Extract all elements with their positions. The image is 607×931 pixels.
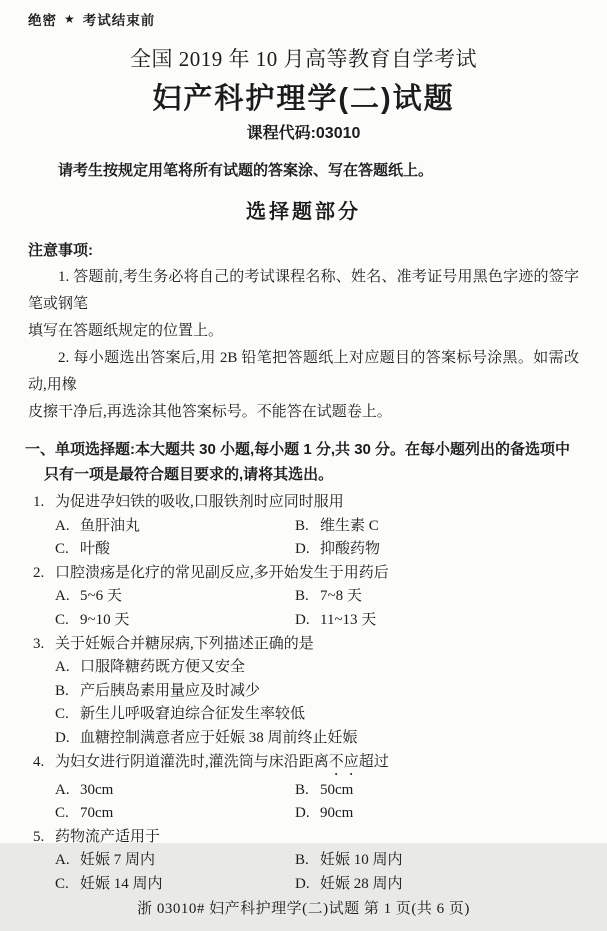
option-label: A. — [55, 517, 70, 534]
option-c — [55, 609, 295, 633]
option-row — [55, 873, 607, 897]
option-row — [55, 656, 607, 680]
question-stem — [33, 633, 607, 657]
option-text: 5~6 天 — [80, 588, 122, 605]
section-heading-line-1: 一、单项选择题:本大题共 30 小题,每小题 1 分,共 30 分。在每小题列出的备选项中 — [25, 441, 571, 458]
option-row — [55, 585, 607, 609]
option-label: A. — [55, 588, 70, 605]
option-text: 11~13 天 — [320, 611, 377, 628]
question-text: 药物流产适用于 — [55, 828, 161, 845]
question-list — [0, 491, 607, 897]
classification-banner — [28, 9, 607, 29]
option-text: 维生素 C — [320, 517, 379, 534]
option-label: D. — [295, 611, 310, 628]
option-d — [295, 873, 403, 897]
notice-item-1-line-1: 1. 答题前,考生务必将自己的考试课程名称、姓名、准考证号用黑色字迹的签字笔或钢笔 — [28, 269, 579, 312]
option-b — [55, 680, 260, 704]
notice-item-2-line-2: 皮擦干净后,再选涂其他答案标号。不能答在试题卷上。 — [28, 404, 392, 420]
question-text-pre: 为妇女进行阴道灌洗时,灌洗筒与床沿距离 — [55, 753, 329, 770]
exam-paper-title: 妇产科护理学(二)试题 — [152, 83, 455, 115]
option-b — [295, 849, 403, 873]
option-text: 口服降糖药既方便又安全 — [80, 659, 246, 676]
option-label: C. — [55, 805, 69, 822]
option-text: 抑酸药物 — [320, 541, 381, 558]
option-label: B. — [55, 682, 69, 699]
question-1 — [0, 491, 607, 562]
option-label: B. — [295, 781, 309, 798]
option-text: 50cm — [320, 781, 354, 798]
option-label: C. — [55, 541, 69, 558]
option-label: C. — [55, 611, 69, 628]
question-3 — [0, 633, 607, 751]
question-number: 4. — [33, 753, 45, 770]
option-row — [55, 849, 607, 873]
option-d — [55, 727, 358, 751]
question-text: 关于妊娠合并糖尿病,下列描述正确的是 — [55, 635, 314, 652]
question-number: 2. — [33, 564, 45, 581]
option-label: D. — [295, 541, 310, 558]
question-stem — [33, 751, 607, 779]
question-number: 5. — [33, 828, 45, 845]
option-a — [55, 585, 295, 609]
page-footer: 浙 03010# 妇产科护理学(二)试题 第 1 页(共 6 页) — [137, 900, 470, 917]
option-c — [55, 873, 295, 897]
question-text: 口腔溃疡是化疗的常见副反应,多开始发生于用药后 — [55, 564, 389, 581]
option-row — [55, 515, 607, 539]
option-b — [295, 515, 379, 539]
option-a — [55, 515, 295, 539]
question-number: 3. — [33, 635, 45, 652]
notice-item-1-line-2: 填写在答题纸规定的位置上。 — [28, 323, 224, 339]
question-text-post: 超过 — [358, 753, 389, 770]
option-text: 鱼肝油丸 — [80, 517, 141, 534]
section-heading — [0, 437, 607, 487]
option-d — [295, 802, 353, 826]
option-a — [55, 779, 295, 803]
question-4 — [0, 751, 607, 826]
option-text: 产后胰岛素用量应及时减少 — [80, 682, 261, 699]
option-text: 新生儿呼吸窘迫综合征发生率较低 — [80, 706, 306, 723]
option-row — [55, 609, 607, 633]
exam-session-title: 全国 2019 年 10 月高等教育自学考试 — [130, 47, 477, 71]
option-a — [55, 849, 295, 873]
question-5 — [0, 826, 607, 897]
option-text: 90cm — [320, 805, 354, 822]
option-label: C. — [55, 875, 69, 892]
option-label: B. — [295, 852, 309, 869]
option-row — [55, 703, 607, 727]
option-label: D. — [55, 729, 70, 746]
option-b — [295, 779, 353, 803]
option-a — [55, 656, 245, 680]
option-c — [55, 703, 305, 727]
question-stem — [33, 491, 607, 515]
option-row — [55, 779, 607, 803]
notice-heading: 注意事项: — [28, 242, 93, 259]
option-c — [55, 802, 295, 826]
option-text: 70cm — [80, 805, 114, 822]
option-text: 妊娠 10 周内 — [320, 852, 403, 869]
option-label: B. — [295, 588, 309, 605]
option-row — [55, 680, 607, 704]
option-row — [55, 802, 607, 826]
option-label: A. — [55, 852, 70, 869]
option-text: 血糖控制满意者应于妊娠 38 周前终止妊娠 — [80, 729, 358, 746]
option-text: 妊娠 14 周内 — [80, 875, 163, 892]
option-row — [55, 538, 607, 562]
classification-note: 考试结束前 — [82, 13, 156, 28]
option-label: D. — [295, 805, 310, 822]
question-2 — [0, 562, 607, 633]
option-label: B. — [295, 517, 309, 534]
option-text: 叶酸 — [80, 541, 111, 558]
option-d — [295, 609, 376, 633]
option-text: 妊娠 7 周内 — [80, 852, 156, 869]
question-stem — [33, 562, 607, 586]
option-label: A. — [55, 659, 70, 676]
option-b — [295, 585, 362, 609]
question-number: 1. — [33, 494, 45, 510]
question-text: 为促进孕妇铁的吸收,口服铁剂时应同时服用 — [55, 494, 344, 510]
option-c — [55, 538, 295, 562]
question-text-emphasis: 不应 — [328, 753, 359, 770]
option-text: 妊娠 28 周内 — [320, 875, 403, 892]
question-stem — [33, 826, 607, 850]
classification-label: 绝密 — [28, 13, 57, 28]
option-label: C. — [55, 706, 69, 723]
notice-item-2-line-1: 2. 每小题选出答案后,用 2B 铅笔把答题纸上对应题目的答案标号涂黑。如需改动,用橡 — [28, 350, 579, 393]
option-text: 30cm — [80, 781, 114, 798]
answer-instruction: 请考生按规定用笔将所有试题的答案涂、写在答题纸上。 — [58, 163, 434, 179]
option-d — [295, 538, 380, 562]
course-code: 课程代码:03010 — [246, 125, 361, 142]
option-text: 9~10 天 — [80, 611, 130, 628]
option-row — [55, 727, 607, 751]
section-heading-line-2: 只有一项是最符合题目要求的,请将其选出。 — [44, 466, 334, 483]
star-icon: ★ — [64, 12, 76, 26]
option-text: 7~8 天 — [320, 588, 362, 605]
option-label: A. — [55, 781, 70, 798]
part-heading: 选择题部分 — [246, 201, 361, 223]
option-label: D. — [295, 875, 310, 892]
